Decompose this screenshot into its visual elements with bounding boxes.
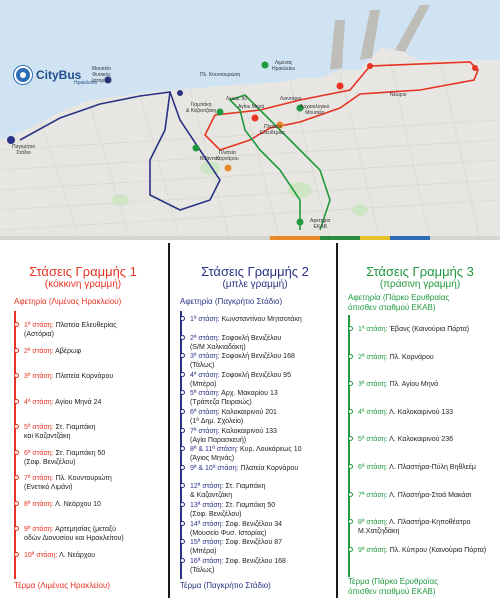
stop-number: 9ª στάση: [358,546,388,554]
stop-item [190,371,291,389]
stop-detail: οδών Διονυσίου και Ηρακλείτου) [24,535,124,542]
stop-detail: (Τράπεζα Πειραιώς) [190,399,252,407]
stop-item [358,463,476,472]
stop-name: Στ. Γιαμπάκη [223,483,266,491]
stop-detail: (Μπέρα) [190,380,217,388]
stop-name: Πλ. Κουντουριώτη [53,475,112,482]
line3-title: Στάσεις Γραμμής 3 [366,264,474,279]
stop-name: Πλατεία Κορνάρου [53,373,114,380]
stop-name: Κυρ. Λουκάρεως 10 [238,446,302,454]
stop-number: 3ª στάση: [190,353,220,361]
stop-number: 4ª στάση: [190,371,220,379]
stop-marker [14,399,19,404]
stop-detail: (S/M Χαλκιαδάκη) [190,343,246,351]
stop-item [190,445,302,463]
stop-marker [180,465,185,470]
stop-item [190,538,282,556]
stop-marker [14,475,19,480]
stop-item [190,352,295,370]
stop-detail: (Ενετικό Λιμάνι) [24,484,73,491]
line1-end: Τέρμα (Λιμένας Ηρακλείου) [14,581,111,590]
stop-marker [180,316,185,321]
stop-name: Πλ. Αγίου Μηνά [387,381,439,389]
stop-marker [348,519,353,524]
label-eleftherias: Πλατεία Ελευθερίας [260,124,286,136]
line1-subtitle: (κόκκινη γραμμή) [44,279,122,290]
stop-name: Πλ. Κύπρου (Καινούρια Πόρτα) [387,546,487,554]
line1-column [0,241,166,600]
stop-name: Λ. Πλαστήρα-Στοά Μακάσι [387,491,472,499]
stop-marker [348,354,353,359]
stop-number: 4ª στάση: [24,398,54,406]
stop-marker [180,521,185,526]
stop-name: Πλατεία Κορνάρου [238,464,299,472]
stop-number: 6ª στάση: [190,409,220,416]
stop-item [358,491,471,500]
stop-number: 6ª στάση: [24,449,54,457]
stop-detail: (Μπέρα) [190,548,217,556]
stop-marker [180,483,185,488]
stop-marker [14,322,19,327]
stop-number: 8ª στάση: [24,500,54,508]
stop-number: 9ª στάση: [24,526,54,533]
stop-number: 7ª στάση: [190,427,220,435]
stop-marker [348,547,353,552]
citybus-logo [14,66,98,86]
stop-detail: (Τάλως) [190,566,215,574]
stop-name: Λ. Νεάρχου 10 [53,500,101,508]
stop-marker [14,373,19,378]
stop-name: Λ. Πλαστήρα-Πύλη Βηθλεέμ [387,464,476,471]
stop-item [358,408,453,417]
stop-item [190,482,265,500]
stop-marker [180,409,185,414]
stop-number: 4ª στάση: [358,408,388,416]
stop-item [24,321,117,339]
stop-item [190,557,286,575]
label-vizantino: Βιζαντινό [200,156,221,162]
stop-item [24,423,96,441]
stop-marker [180,428,185,433]
stop-detail: (1ª Δημ. Σχολείο) [190,418,244,425]
stop-number: 1ª στάση: [24,322,54,329]
stop-item [190,501,275,519]
stop-name: Σοφοκλή Βενιζέλου 168 [219,353,295,361]
stop-marker [348,492,353,497]
stop-number: 6ª στάση: [358,464,388,471]
stop-item [24,474,112,492]
line3-subtitle: (πράσινη γραμμή) [379,279,461,290]
stop-name: Λ. Καλοκαιρινού 236 [387,436,454,444]
stop-marker [348,436,353,441]
stop-marker [180,558,185,563]
stop-marker [348,464,353,469]
stop-item [358,353,434,362]
stop-item [358,325,469,334]
stop-detail: Μ.Χατζηδάκη [358,528,400,536]
stop-number: 7ª στάση: [24,475,54,482]
logo-mark-icon [14,66,32,84]
stop-item [24,525,124,543]
stop-item [24,551,95,560]
stop-number: 13ª στάση: [190,502,224,509]
stop-name: Αγίου Μηνά 24 [53,398,102,406]
stop-detail: (Σοφ. Βενιζέλου) [190,511,242,518]
stop-number: 2ª στάση: [190,334,220,342]
stop-name: Σοφ. Βενιζέλου 87 [223,539,283,547]
stop-item [24,347,81,356]
stop-number: 5ª στάση: [190,390,220,398]
stop-item [24,500,101,509]
stop-name: Αβέρωφ [53,347,81,355]
stop-item [24,372,113,381]
stop-number: 2ª στάση: [24,347,54,355]
stop-number: 12ª στάση: [190,483,224,491]
label-lionaria: Λιοντάρια [280,96,302,102]
stop-marker [14,348,19,353]
stop-item [190,334,281,352]
line2-title: Στάσεις Γραμμής 2 [201,264,309,279]
stop-item [190,389,278,407]
stop-detail: (Τάλως) [190,362,215,370]
stop-name: Σοφ. Βενιζέλου 168 [223,557,286,565]
label-ekab: Αφετηρία ΕΚΑΒ [310,218,331,230]
stop-item [190,464,298,473]
stop-name: Λ. Πλαστήρα-Κηποθέατρο [387,519,471,527]
stop-name: Στ. Γιαμπάκη 50 [223,502,276,509]
line1-start: Αφετηρία (Λιμένας Ηρακλείου) [14,297,122,306]
stop-item [190,427,277,445]
stop-detail: (Αστόρια) [24,331,54,338]
line3-end: Τέρμα (Πάρκο Ερυθραίας όπισθεν σταθμού ΕΚΑΒ) [348,577,438,596]
stop-name: Καλοκαιρινού 201 [219,409,277,416]
route-map[interactable] [0,0,500,240]
stop-marker [14,501,19,506]
stop-name: Αρχ. Μακαρίου 13 [219,390,278,398]
stop-name: Στ. Γιαμπάκη [53,424,96,431]
label-kornarou: Πλατεία Κορνάρου [216,150,239,162]
stop-name: Σοφοκλή Βενιζέλου 95 [219,371,291,379]
stop-item [358,518,470,536]
stop-number: 5ª στάση: [24,424,54,431]
label-neorio: Νεώριο [390,92,407,98]
stop-marker [180,539,185,544]
stop-number: 1ª στάση: [190,316,220,323]
stop-number: 10ª στάση: [24,551,58,559]
line2-end: Τέρμα (Παγκρήτιο Στάδιο) [180,581,271,590]
stop-number: 15ª στάση: [190,539,224,547]
stops-panel [0,241,500,600]
stop-item [358,546,486,555]
stop-number: 14ª στάση: [190,520,224,528]
stop-detail: (Μουσείο Φυσ. Ιστορίας) [190,529,267,537]
stop-item [190,408,277,426]
stop-item [24,398,101,407]
stop-number: 5ª στάση: [358,436,388,444]
stop-item [24,449,105,467]
stop-name: Πλατεία Ελευθερίας [53,322,117,329]
logo-subtitle: Ηρακλείου [74,80,98,86]
column-divider [336,243,338,598]
stop-name: Σοφοκλή Βενιζέλου [219,334,282,342]
stop-item [358,380,438,389]
stop-name: Κωνσταντίνου Μητσοτάκη [219,316,302,323]
stop-name: Λ. Νεάρχου [57,551,96,559]
stop-name: Λ. Καλοκαιρινού 133 [387,408,454,416]
stop-number: 8ª στάση: [358,519,388,527]
color-strip [0,236,500,240]
stop-marker [180,335,185,340]
label-arxaiol: Αρχαιολογικό Μουσείο [300,104,330,116]
label-port: Λιμένας Ηρακλείου [272,60,296,72]
stop-number: 8ª & 11ª στάση: [190,446,239,454]
label-line50: Λεωφ. 50 [226,96,248,102]
stop-marker [14,450,19,455]
stop-marker [180,390,185,395]
line1-title: Στάσεις Γραμμής 1 [29,264,137,279]
column-divider [168,243,170,598]
stop-name: Καλοκαιρινού 133 [219,427,277,435]
stop-marker [14,526,19,531]
stop-number: 3ª στάση: [358,381,388,389]
line2-subtitle: (μπλε γραμμή) [222,279,288,290]
stop-marker [14,552,19,557]
stop-marker [14,424,19,429]
stop-number: 7ª στάση: [358,491,388,499]
logo-name: CityBus [36,68,82,82]
stop-marker [348,381,353,386]
stop-name: Αρτεμησίας (μεταξύ [53,526,116,533]
label-gianmpaki: Γιαμπάκη & Καζαντζάκη [186,102,217,114]
stop-detail: (Άγιος Μηνάς) [190,455,235,463]
stop-name: Έβανς (Καινούρια Πόρτα) [387,326,470,333]
label-ag-mina: Αγίου Μηνά [238,104,265,110]
stop-marker [180,502,185,507]
stop-name: Σοφ. Βενιζέλου 34 [223,520,283,528]
stop-number: 1ª στάση: [358,326,388,333]
stop-name: Στ. Γιαμπάκη 50 [53,449,106,457]
stop-item [190,520,282,538]
line3-column [340,241,500,600]
stop-number: 16ª στάση: [190,557,224,565]
stop-marker [180,372,185,377]
map-canvas [0,0,500,240]
label-pagkritio: Παγκρήτιο Στάδιο [12,144,35,156]
stop-detail: & Καζαντζάκη [190,492,233,500]
stop-item [190,315,302,324]
stop-item [358,435,453,444]
label-mouseio: Μουσείο Φυσικής Ιστορίας [92,66,111,84]
stop-marker [180,446,185,451]
stop-number: 9ª & 10ª στάση: [190,464,239,472]
stop-number: 2ª στάση: [358,353,388,361]
stop-detail: (Αγία Παρασκευή) [190,436,247,444]
stop-detail: (Σοφ. Βενιζέλου) [24,458,76,466]
label-koundouriotou: Πλ. Κουντουριώτη [200,72,241,78]
line3-start: Αφετηρία (Πάρκο Ερυθραίας όπισθεν σταθμού ΕΚΑΒ) [348,293,450,312]
stop-detail: και Καζαντζάκη [24,433,71,440]
stop-number: 3ª στάση: [24,373,54,380]
line2-column [172,241,338,600]
stop-marker [180,353,185,358]
line2-start: Αφετηρία (Παγκρήτιο Στάδιο) [180,297,283,306]
stop-name: Πλ. Κορνάρου [387,353,434,361]
stop-marker [348,326,353,331]
stop-marker [348,409,353,414]
